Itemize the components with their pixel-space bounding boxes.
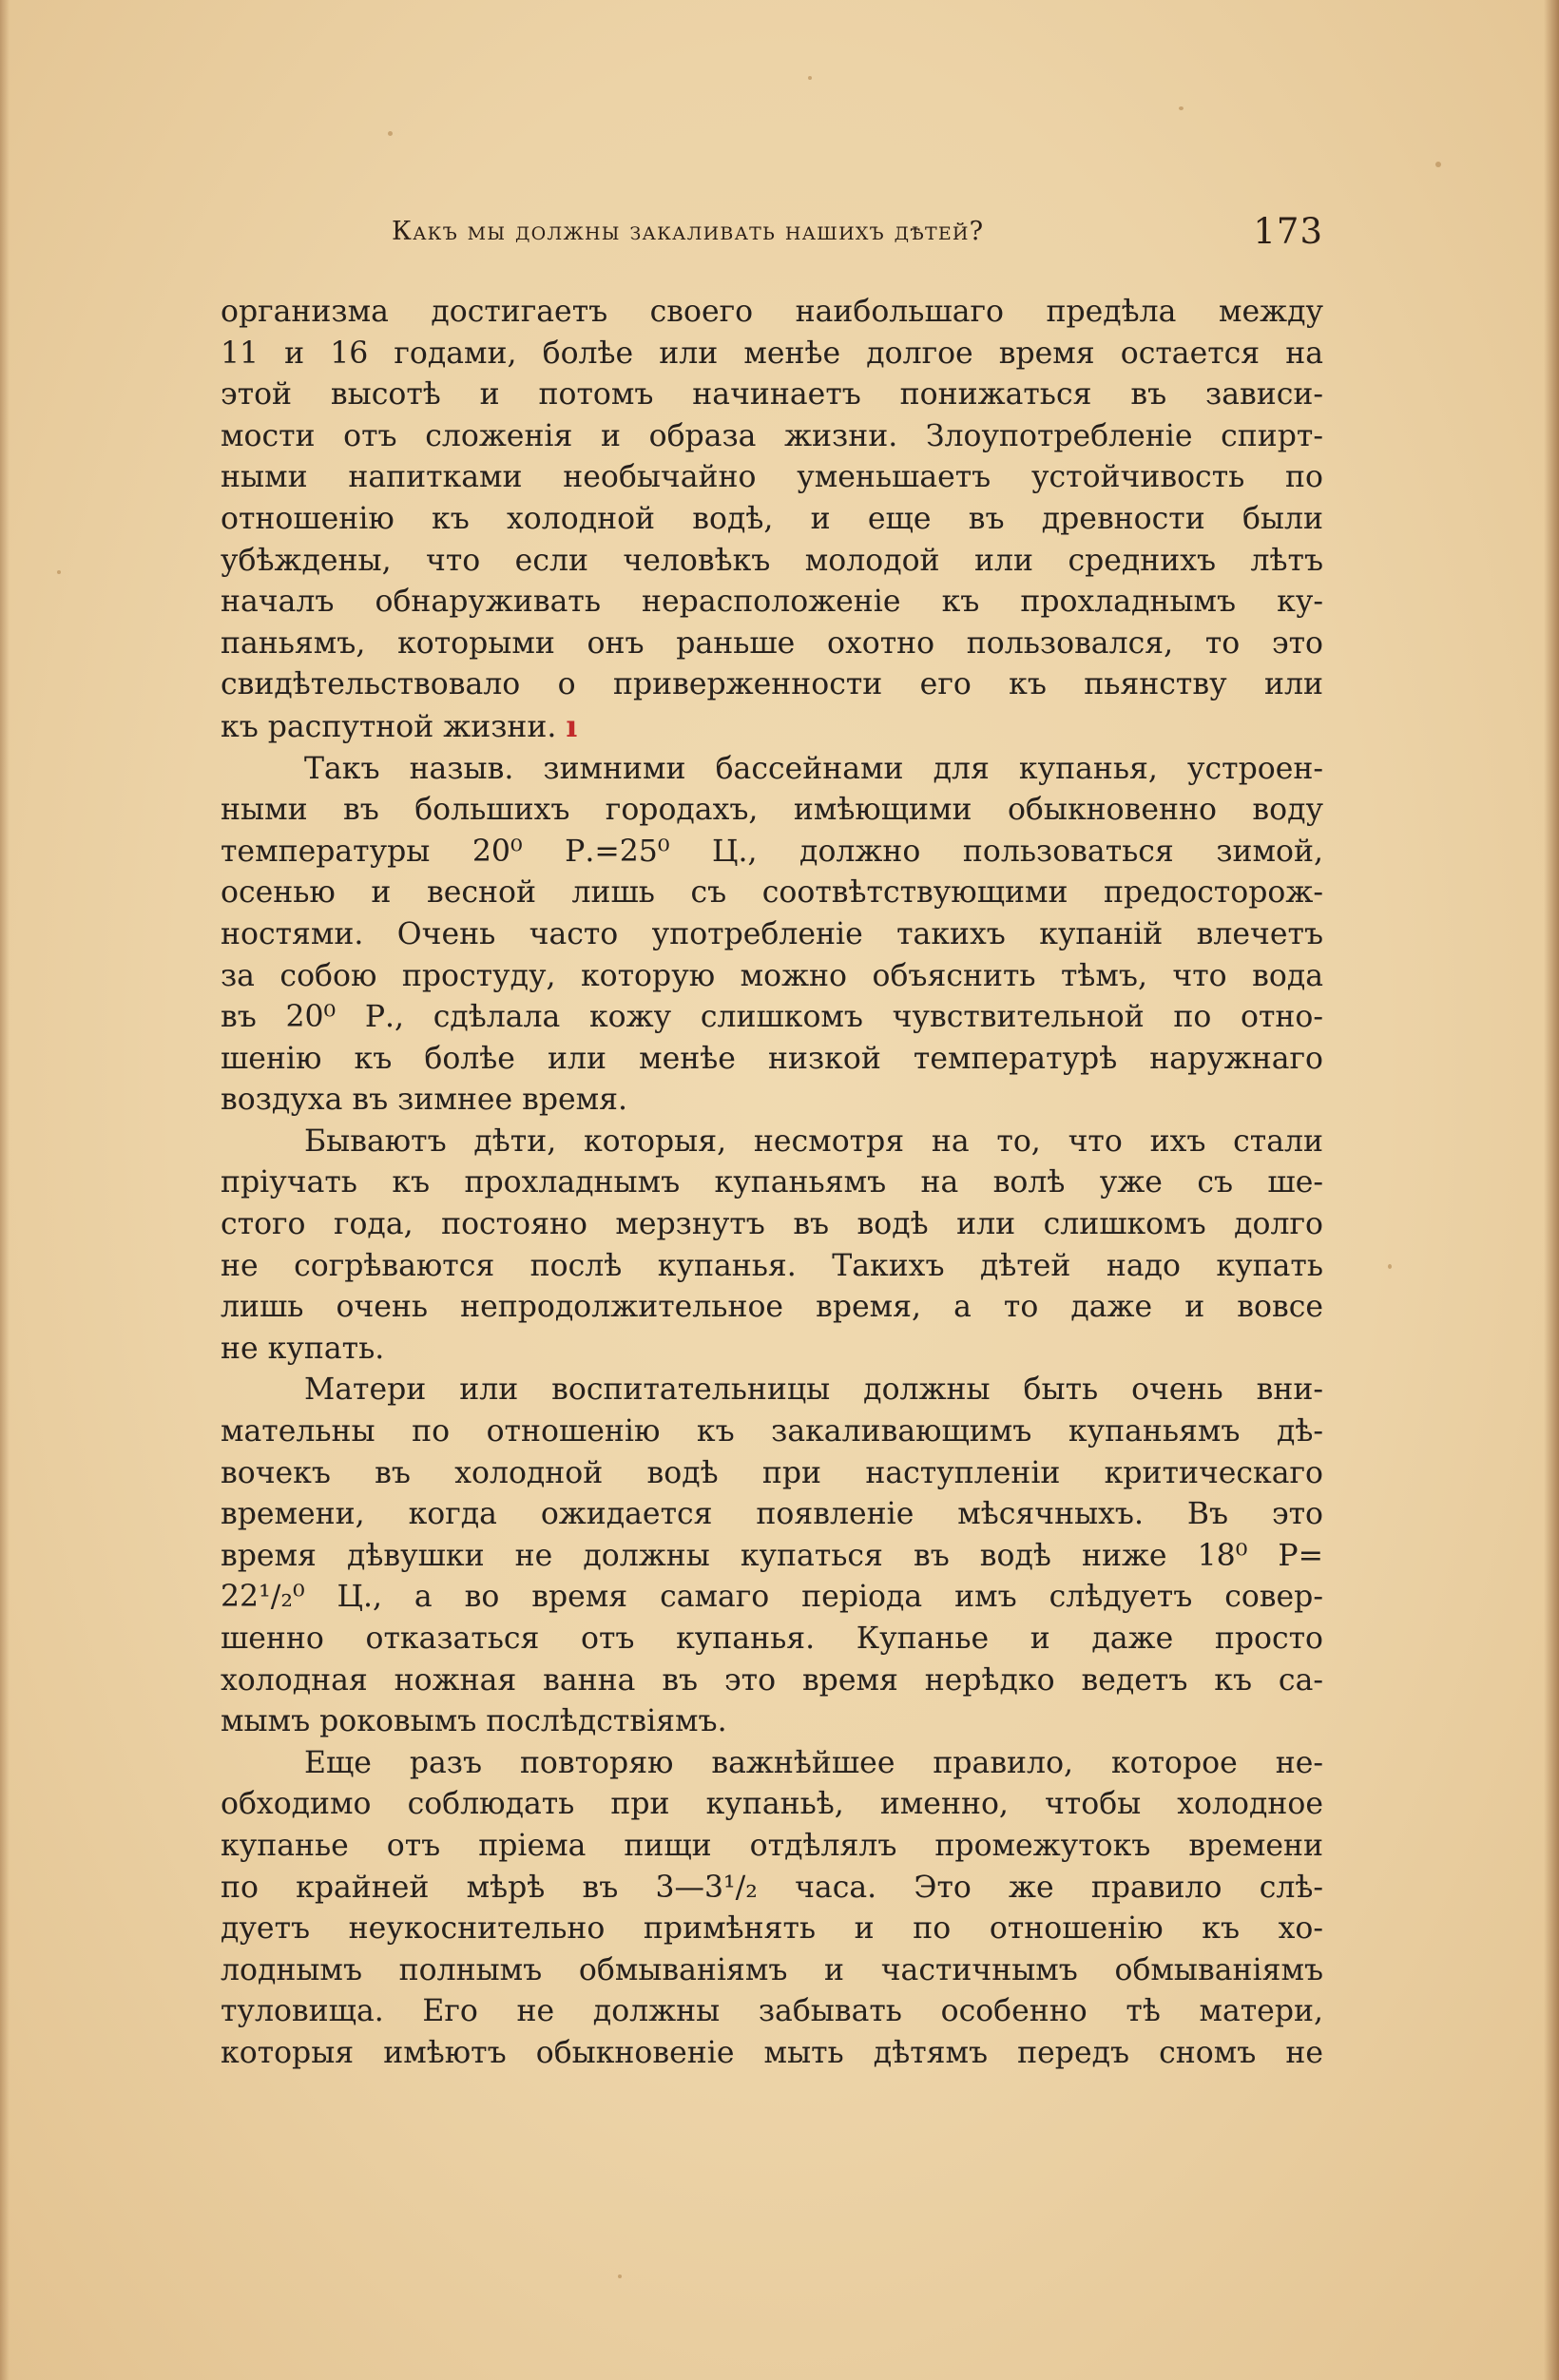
text-line: стого года, постояно мерзнутъ въ водѣ или слишкомъ долго xyxy=(221,1207,1323,1242)
text-line: отношенію къ холодной водѣ, и еще въ древности были xyxy=(221,501,1323,536)
text-line: въ 20⁰ Р., сдѣлала кожу слишкомъ чувствительной по отно- xyxy=(221,1000,1323,1035)
text-line: вочекъ въ холодной водѣ при наступленіи критическаго xyxy=(221,1455,1323,1490)
text-line: пріучать къ прохладнымъ купаньямъ на волѣ уже съ ше- xyxy=(221,1165,1323,1200)
paper-speck xyxy=(1435,162,1441,167)
text-line: не согрѣваются послѣ купанья. Такихъ дѣтей надо купать xyxy=(221,1248,1323,1283)
paragraph-2 xyxy=(221,749,1323,1122)
text-line-indent: Бываютъ дѣти, которыя, несмотря на то, что ихъ стали xyxy=(304,1123,1323,1159)
text-line: ными въ большихъ городахъ, имѣющими обыкновенно воду xyxy=(221,793,1323,828)
text-line-indent: Матери или воспитательницы должны быть очень вни- xyxy=(304,1372,1323,1408)
text-line: шенно отказаться отъ купанья. Купанье и даже просто xyxy=(221,1622,1323,1656)
page-edge-shadow-left xyxy=(0,0,10,2380)
text-line: купанье отъ пріема пищи отдѣлялъ промежутокъ времени xyxy=(221,1828,1323,1863)
text-line: время дѣвушки не должны купаться въ водѣ ниже 18⁰ Р= xyxy=(221,1538,1323,1573)
text-line: осенью и весной лишь съ соотвѣтствующими предосторож- xyxy=(221,875,1323,911)
text-line: за собою простуду, которую можно объяснить тѣмъ, что вода xyxy=(221,958,1323,993)
page-header xyxy=(221,207,1323,255)
text-line: по крайней мѣрѣ въ 3—3¹/₂ часа. Это же правило слѣ- xyxy=(221,1870,1323,1905)
text-line: времени, когда ожидается появленіе мѣсячныхъ. Въ это xyxy=(221,1497,1323,1532)
paragraph-1 xyxy=(221,292,1323,749)
text-line: лишь очень непродолжительное время, а то даже и вовсе xyxy=(221,1290,1323,1325)
paper-speck xyxy=(618,2274,622,2278)
text-line-content: къ распутной жизни. xyxy=(221,709,557,744)
paper-speck xyxy=(1179,106,1184,110)
body-text xyxy=(221,292,1323,2075)
text-line: ными напитками необычайно уменьшаетъ устойчивость по xyxy=(221,460,1323,495)
paper-speck xyxy=(57,570,61,574)
red-ink-mark: ı xyxy=(566,708,578,744)
text-line-indent: Еще разъ повторяю важнѣйшее правило, которое не- xyxy=(304,1745,1323,1780)
text-line-last: мымъ роковымъ послѣдствіямъ. xyxy=(221,1704,727,1739)
page-number: 173 xyxy=(1253,211,1323,252)
paper-speck xyxy=(1388,1264,1392,1269)
text-line-last: воздуха въ зимнее время. xyxy=(221,1083,628,1118)
text-line: ностями. Очень часто употребленіе такихъ купаній влечетъ xyxy=(221,916,1323,951)
text-line: 11 и 16 годами, болѣе или менѣе долгое время остается на xyxy=(221,336,1323,371)
text-line: свидѣтельствовало о приверженности его къ пьянству или xyxy=(221,667,1323,702)
text-line: убѣждены, что если человѣкъ молодой или среднихъ лѣтъ xyxy=(221,543,1323,578)
running-head: Какъ мы должны закаливать нашихъ дѣтей? xyxy=(392,217,985,246)
paper-speck xyxy=(808,76,812,80)
paragraph-3 xyxy=(221,1122,1323,1371)
text-line: дуетъ неукоснительно примѣнять и по отношенію къ хо- xyxy=(221,1911,1323,1947)
text-line: паньямъ, которыми онъ раньше охотно пользовался, то это xyxy=(221,625,1323,661)
page-edge-shadow-right xyxy=(1544,0,1559,2380)
text-line: мости отъ сложенія и образа жизни. Злоупотребленіе спирт- xyxy=(221,418,1323,453)
text-line: которыя имѣютъ обыкновеніе мыть дѣтямъ передъ сномъ не xyxy=(221,2035,1323,2070)
text-line: 22¹/₂⁰ Ц., а во время самаго періода имъ слѣдуетъ совер- xyxy=(221,1580,1323,1615)
text-line: мательны по отношенію къ закаливающимъ купаньямъ дѣ- xyxy=(221,1414,1323,1449)
text-line: этой высотѣ и потомъ начинаетъ понижаться въ зависи- xyxy=(221,377,1323,413)
text-line: обходимо соблюдать при купаньѣ, именно, чтобы холодное xyxy=(221,1787,1323,1822)
paper-speck xyxy=(388,131,393,136)
text-line: шенію къ болѣе или менѣе низкой температурѣ наружнаго xyxy=(221,1041,1323,1076)
text-line: лоднымъ полнымъ обмываніямъ и частичнымъ обмываніямъ xyxy=(221,1952,1323,1987)
text-line-last xyxy=(221,706,1323,749)
text-line: холодная ножная ванна въ это время нерѣдко ведетъ къ са- xyxy=(221,1662,1323,1698)
text-line: организма достигаетъ своего наибольшаго предѣла между xyxy=(221,295,1323,329)
text-line: туловища. Его не должны забывать особенно тѣ матери, xyxy=(221,1994,1323,2029)
text-line-indent: Такъ назыв. зимними бассейнами для купанья, устроен- xyxy=(304,751,1323,786)
paragraph-5 xyxy=(221,1743,1323,2075)
paragraph-4 xyxy=(221,1370,1323,1742)
text-line: началъ обнаруживать нерасположеніе къ прохладнымъ ку- xyxy=(221,585,1323,620)
text-line-last: не купать. xyxy=(221,1331,385,1366)
text-line: температуры 20⁰ Р.=25⁰ Ц., должно пользоваться зимой, xyxy=(221,834,1323,869)
